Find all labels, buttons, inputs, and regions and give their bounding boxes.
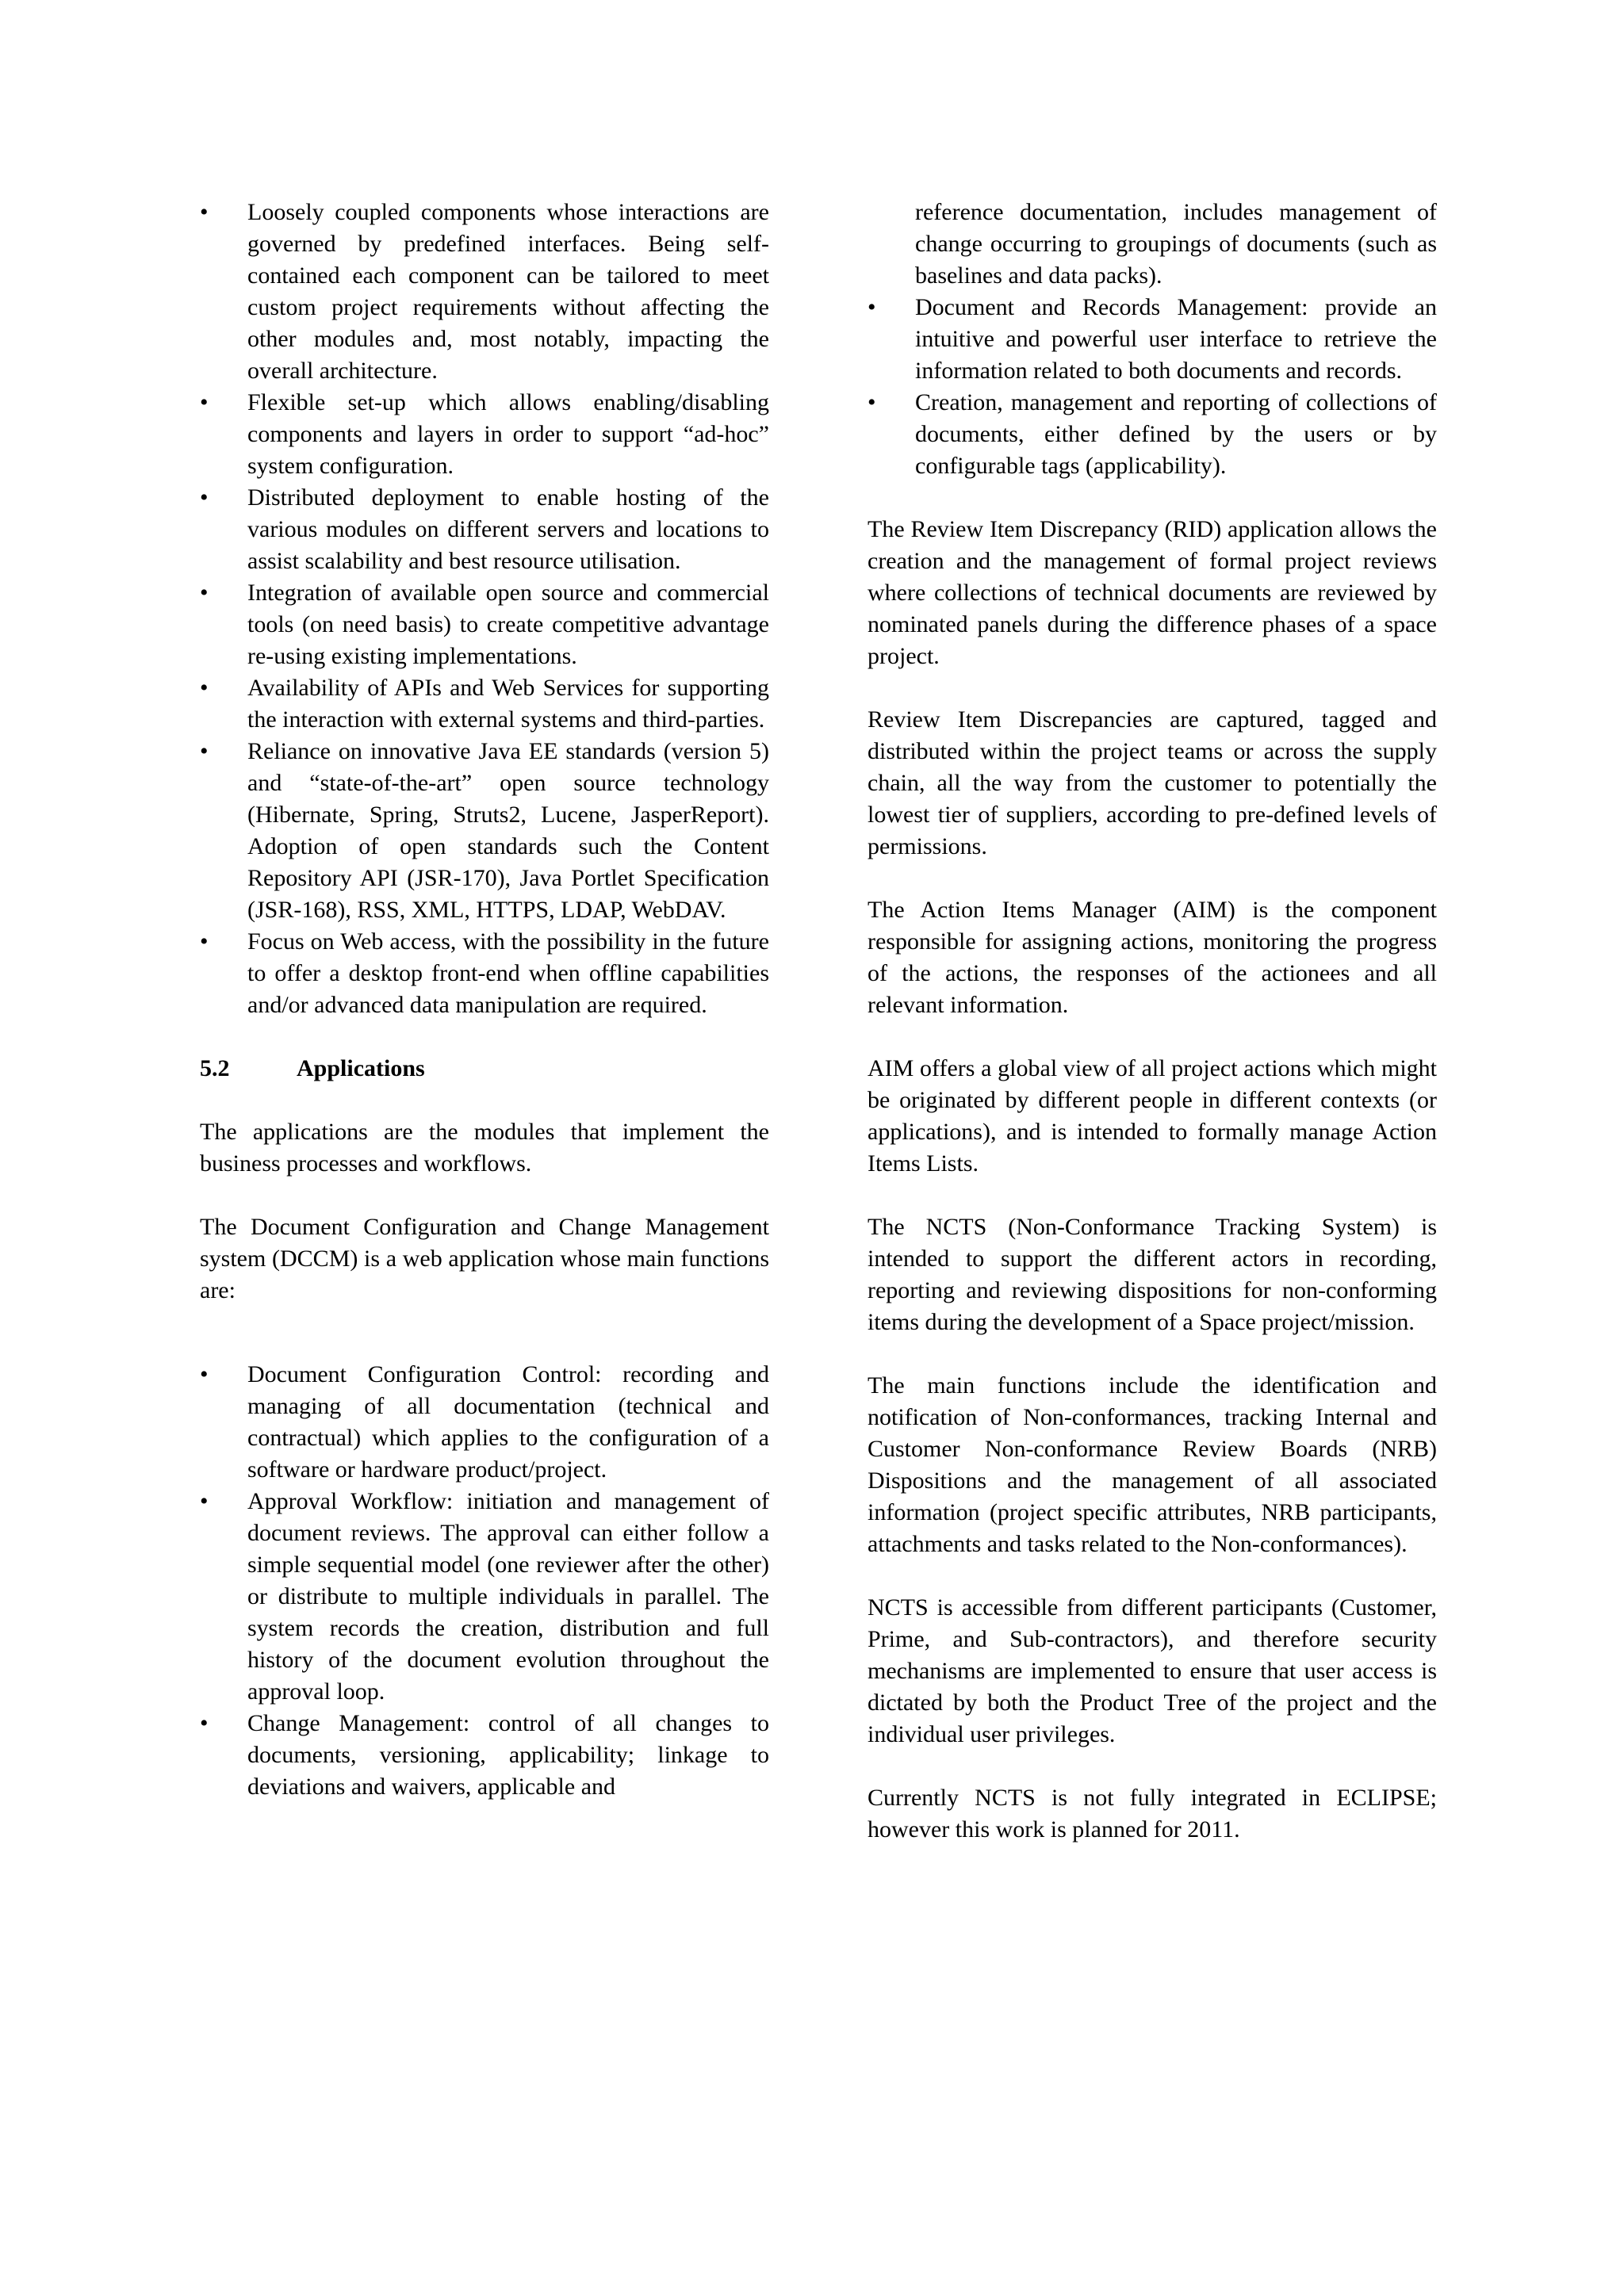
paragraph: The Action Items Manager (AIM) is the component responsible for assigning actions, monitoring the progress of the actions, the responses of the actionees and all relevant information. [868, 897, 1437, 1018]
right-column [868, 197, 1437, 1846]
paragraph: The applications are the modules that implement the business processes and workflows. [200, 1119, 769, 1177]
bullet-icon: • [200, 1361, 209, 1387]
paragraph: The main functions include the identification and notification of Non-conformances, tracking Internal and Customer Non-conformance Review Boards (NRB) Dispositions and the management of all associated information (project specific attributes, NRB participants, attachments and tasks related to the Non-conformances). [868, 1372, 1437, 1557]
list-item: • Reliance on innovative Java EE standards (version 5) and “state-of-the-art” open source technology (Hibernate, Spring, Struts2, Lucene, JasperReport). Adoption of open standards such the Content Repository API (JSR-170), Java Portlet Specification (JSR-168), RSS, XML, HTTPS, LDAP, WebDAV. [200, 736, 769, 926]
paragraph: AIM offers a global view of all project actions which might be originated by different people in different contexts (or applications), and is intended to formally manage Action Items Lists. [868, 1055, 1437, 1177]
dccm-functions-list [200, 1359, 769, 1803]
bullet-icon: • [200, 738, 209, 764]
bullet-icon: • [200, 675, 209, 701]
list-item: • Document and Records Management: provide an intuitive and powerful user interface to retrieve the information related to both documents and records. [868, 292, 1437, 387]
section-title: Applications [297, 1055, 425, 1081]
bullet-icon: • [868, 389, 876, 415]
list-item: • Integration of available open source and commercial tools (on need basis) to create competitive advantage re-using existing implementations. [200, 577, 769, 672]
list-item: • Flexible set-up which allows enabling/disabling components and layers in order to support “ad-hoc” system configuration. [200, 387, 769, 482]
bullet-icon: • [200, 580, 209, 606]
architecture-features-list [200, 197, 769, 1021]
list-item: • Loosely coupled components whose interactions are governed by predefined interfaces. Being self-contained each component can be tailored to meet custom project requirements without affecting the other modules and, most notably, impacting the overall architecture. [200, 197, 769, 387]
list-item: • Approval Workflow: initiation and management of document reviews. The approval can either follow a simple sequential model (one reviewer after the other) or distribute to multiple individuals in parallel. The system records the creation, distribution and full history of the document evolution throughout the approval loop. [200, 1486, 769, 1708]
section-number: 5.2 [200, 1055, 230, 1081]
bullet-icon: • [200, 1710, 209, 1736]
bullet-icon: • [200, 1488, 209, 1514]
list-item: • Document Configuration Control: recording and managing of all documentation (technical and contractual) which applies to the configuration of a software or hardware product/project. [200, 1359, 769, 1486]
list-item: • Focus on Web access, with the possibility in the future to offer a desktop front-end when offline capabilities and/or advanced data manipulation are required. [200, 926, 769, 1021]
bullet-icon: • [868, 294, 876, 320]
list-item: • Availability of APIs and Web Services for supporting the interaction with external systems and third-parties. [200, 672, 769, 736]
list-item: • Creation, management and reporting of collections of documents, either defined by the users or by configurable tags (applicability). [868, 387, 1437, 482]
paragraph: The Review Item Discrepancy (RID) application allows the creation and the management of formal project reviews where collections of technical documents are reviewed by nominated panels during the difference phases of a space project. [868, 516, 1437, 669]
bullet-icon: • [200, 389, 209, 415]
bullet-icon: • [200, 928, 209, 955]
paragraph: NCTS is accessible from different participants (Customer, Prime, and Sub-contractors), and therefore security mechanisms are implemented to ensure that user access is dictated by both the Product Tree of the project and the individual user privileges. [868, 1594, 1437, 1747]
list-item: • Change Management: control of all changes to documents, versioning, applicability; linkage to deviations and waivers, applicable and [200, 1708, 769, 1803]
bullet-icon: • [200, 199, 209, 225]
list-item: • Distributed deployment to enable hosting of the various modules on different servers and locations to assist scalability and best resource utilisation. [200, 482, 769, 577]
left-column [200, 197, 769, 1803]
bullet-icon: • [200, 484, 209, 511]
paragraph: Currently NCTS is not fully integrated in ECLIPSE; however this work is planned for 2011. [868, 1785, 1437, 1843]
dccm-functions-list-continued [868, 292, 1437, 482]
paragraph: The Document Configuration and Change Management system (DCCM) is a web application whose main functions are: [200, 1214, 769, 1303]
section-heading [200, 1053, 769, 1085]
list-item-continuation: reference documentation, includes management of change occurring to groupings of documents (such as baselines and data packs). [915, 199, 1437, 289]
paragraph: The NCTS (Non-Conformance Tracking System) is intended to support the different actors in recording, reporting and reviewing dispositions for non-conforming items during the development of a Space project/mission. [868, 1214, 1437, 1335]
paragraph: Review Item Discrepancies are captured, tagged and distributed within the project teams or across the supply chain, all the way from the customer to potentially the lowest tier of suppliers, according to pre-defined levels of permissions. [868, 706, 1437, 859]
